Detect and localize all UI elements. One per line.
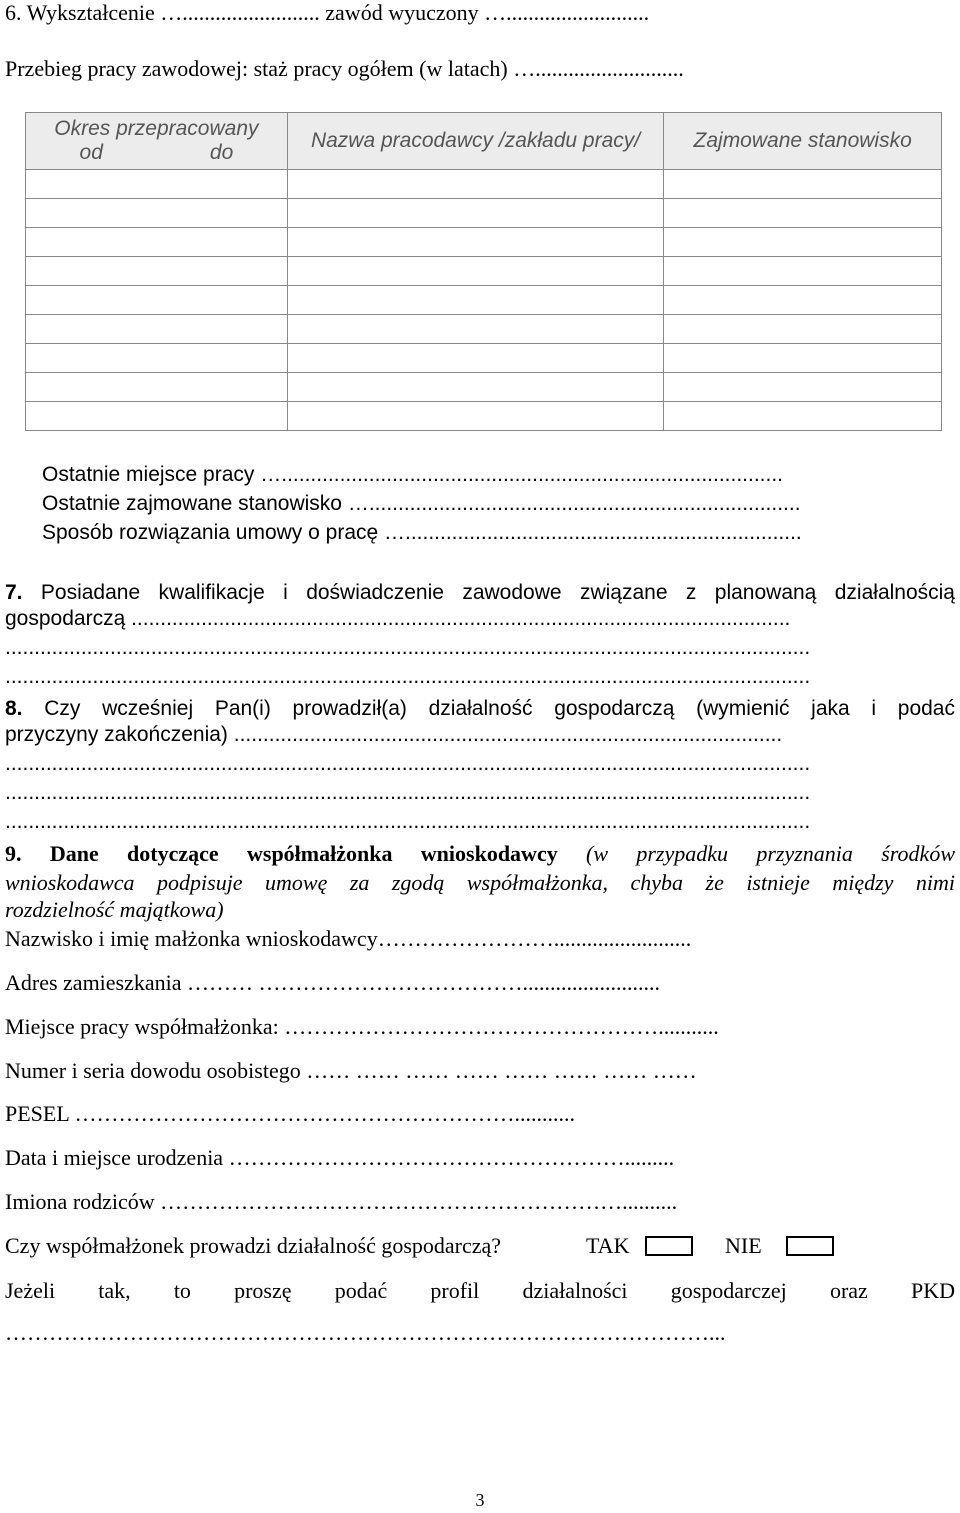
header-period: Okres przepracowany	[54, 117, 259, 140]
section7-line3[interactable]: ..........................................................................................................................................	[5, 636, 811, 659]
spouse-birth-row	[5, 1145, 674, 1171]
section8-line2[interactable]: przyczyny zakończenia) ..............................................................................................	[5, 723, 783, 746]
period-cell[interactable]	[26, 257, 288, 286]
section9-note2: wnioskodawca podpisuje umowę za zgodą współmałżonka, chyba że istnieje między nimi	[5, 870, 955, 895]
page-number: 3	[475, 1490, 485, 1510]
period-cell[interactable]	[26, 402, 288, 431]
position-cell[interactable]	[664, 170, 942, 199]
spouse-birth-field[interactable]: ……………………………………………….........	[228, 1145, 675, 1170]
spouse-name-row	[5, 926, 691, 952]
spouse-workplace-field[interactable]: ……………………………………………...........	[284, 1014, 719, 1039]
education-label: 6. Wykształcenie	[5, 0, 155, 25]
education-dots[interactable]: ….........................	[154, 0, 326, 25]
position-cell[interactable]	[664, 402, 942, 431]
period-cell[interactable]	[26, 199, 288, 228]
spouse-parents-row	[5, 1189, 677, 1215]
section9-note1: (w przypadku przyznania środków	[586, 841, 955, 866]
spouse-address-field[interactable]: ……… ……………………………….........................	[187, 970, 661, 995]
employer-cell[interactable]	[287, 199, 664, 228]
section7-line4[interactable]: ..........................................................................................................................................	[5, 665, 811, 688]
yes-label: TAK	[586, 1233, 630, 1258]
spouse-id-row	[5, 1058, 697, 1084]
section9-line1	[5, 839, 955, 868]
spouse-workplace-row	[5, 1014, 719, 1040]
position-cell[interactable]	[664, 257, 942, 286]
section7-line2[interactable]: gospodarczą .................................................................................................................	[5, 607, 791, 630]
period-cell[interactable]	[26, 286, 288, 315]
table-row	[26, 228, 942, 257]
position-cell[interactable]	[664, 199, 942, 228]
spouse-workplace-label: Miejsce pracy współmałżonka:	[5, 1014, 279, 1039]
section9-note3: rozdzielność majątkowa)	[5, 897, 224, 922]
education-line	[5, 0, 649, 26]
last-position[interactable]: Ostatnie zajmowane stanowisko …..........................................................................	[42, 492, 801, 515]
table-row	[26, 344, 942, 373]
period-cell[interactable]	[26, 315, 288, 344]
section7-line1	[5, 578, 955, 607]
employment-table	[25, 112, 942, 431]
business-profile-field[interactable]: ……………………………………………………………………………………...	[5, 1320, 726, 1345]
header-from: od	[79, 141, 103, 164]
section7-number: 7.	[5, 581, 23, 604]
table-row	[26, 373, 942, 402]
employer-cell[interactable]	[287, 286, 664, 315]
table-row	[26, 315, 942, 344]
business-profile-text: Jeżeli tak, to proszę podać profil działalności gospodarczej oraz PKD	[5, 1278, 955, 1303]
spouse-pesel-label: PESEL	[5, 1101, 69, 1126]
spouse-address-row	[5, 970, 660, 996]
spouse-id-field[interactable]: …… …… …… …… …… …… …… ……	[306, 1058, 697, 1083]
profession-label: zawód wyuczony	[325, 0, 479, 25]
spouse-name-label: Nazwisko i imię małżonka wnioskodawcy	[5, 926, 378, 951]
employer-cell[interactable]	[287, 373, 664, 402]
period-cell[interactable]	[26, 170, 288, 199]
section8-number: 8.	[5, 697, 23, 720]
position-cell[interactable]	[664, 228, 942, 257]
business-profile-line	[5, 1276, 955, 1305]
employer-cell[interactable]	[287, 315, 664, 344]
position-cell[interactable]	[664, 373, 942, 402]
spouse-parents-label: Imiona rodziców	[5, 1189, 155, 1214]
employer-cell[interactable]	[287, 257, 664, 286]
last-workplace[interactable]: Ostatnie miejsce pracy …......................................................................................	[42, 463, 784, 486]
spouse-pesel-field[interactable]: ……………………………………………………...........	[74, 1101, 575, 1126]
employer-cell[interactable]	[287, 344, 664, 373]
section8-line1	[5, 694, 955, 723]
career-dots[interactable]: …...........................	[507, 56, 684, 81]
spouse-business-question: Czy współmałżonek prowadzi działalność gospodarczą?	[5, 1233, 502, 1258]
position-cell[interactable]	[664, 286, 942, 315]
header-to: do	[209, 141, 234, 164]
table-row	[26, 257, 942, 286]
career-line	[5, 56, 684, 82]
yes-checkbox[interactable]	[645, 1236, 693, 1256]
spouse-parents-field[interactable]: ………………………………………………………..........	[160, 1189, 678, 1214]
spouse-pesel-row	[5, 1101, 575, 1127]
employer-cell[interactable]	[287, 228, 664, 257]
header-employer: Nazwa pracodawcy /zakładu pracy/	[287, 113, 664, 170]
table-row	[26, 170, 942, 199]
spouse-address-label: Adres zamieszkania	[5, 970, 182, 995]
section8-line4[interactable]: ..........................................................................................................................................	[5, 781, 811, 804]
position-cell[interactable]	[664, 344, 942, 373]
header-position: Zajmowane stanowisko	[664, 113, 942, 170]
table-row	[26, 286, 942, 315]
employment-table-header	[26, 113, 942, 170]
termination-method[interactable]: Sposób rozwiązania umowy o pracę …....................................................................	[42, 521, 802, 544]
period-cell[interactable]	[26, 373, 288, 402]
career-label: Przebieg pracy zawodowej: staż pracy ogółem (w latach)	[5, 56, 508, 81]
spouse-name-field[interactable]: …………………….........................	[377, 926, 692, 951]
section8-text: Czy wcześniej Pan(i) prowadził(a) działalność gospodarczą (wymienić jaka i podać	[44, 697, 955, 720]
employer-cell[interactable]	[287, 170, 664, 199]
section9-number: 9.	[5, 841, 22, 866]
table-row	[26, 199, 942, 228]
section8-line3[interactable]: ..........................................................................................................................................	[5, 752, 811, 775]
section9-title: Dane dotyczące współmałżonka wnioskodawcy	[49, 841, 558, 866]
period-cell[interactable]	[26, 344, 288, 373]
spouse-id-label: Numer i seria dowodu osobistego	[5, 1058, 301, 1083]
section7-text: Posiadane kwalifikacje i doświadczenie zawodowe związane z planowaną działalnością	[40, 581, 955, 604]
employer-cell[interactable]	[287, 402, 664, 431]
table-row	[26, 402, 942, 431]
section9-line2	[5, 868, 955, 897]
no-checkbox[interactable]	[786, 1236, 834, 1256]
header-period-cell	[26, 113, 288, 170]
spouse-birth-label: Data i miejsce urodzenia	[5, 1145, 224, 1170]
section8-line5[interactable]: ..........................................................................................................................................	[5, 810, 811, 833]
position-cell[interactable]	[664, 315, 942, 344]
profession-dots[interactable]: …..........................	[478, 0, 650, 25]
no-label: NIE	[725, 1233, 762, 1258]
period-cell[interactable]	[26, 228, 288, 257]
section9-line3	[5, 897, 224, 923]
